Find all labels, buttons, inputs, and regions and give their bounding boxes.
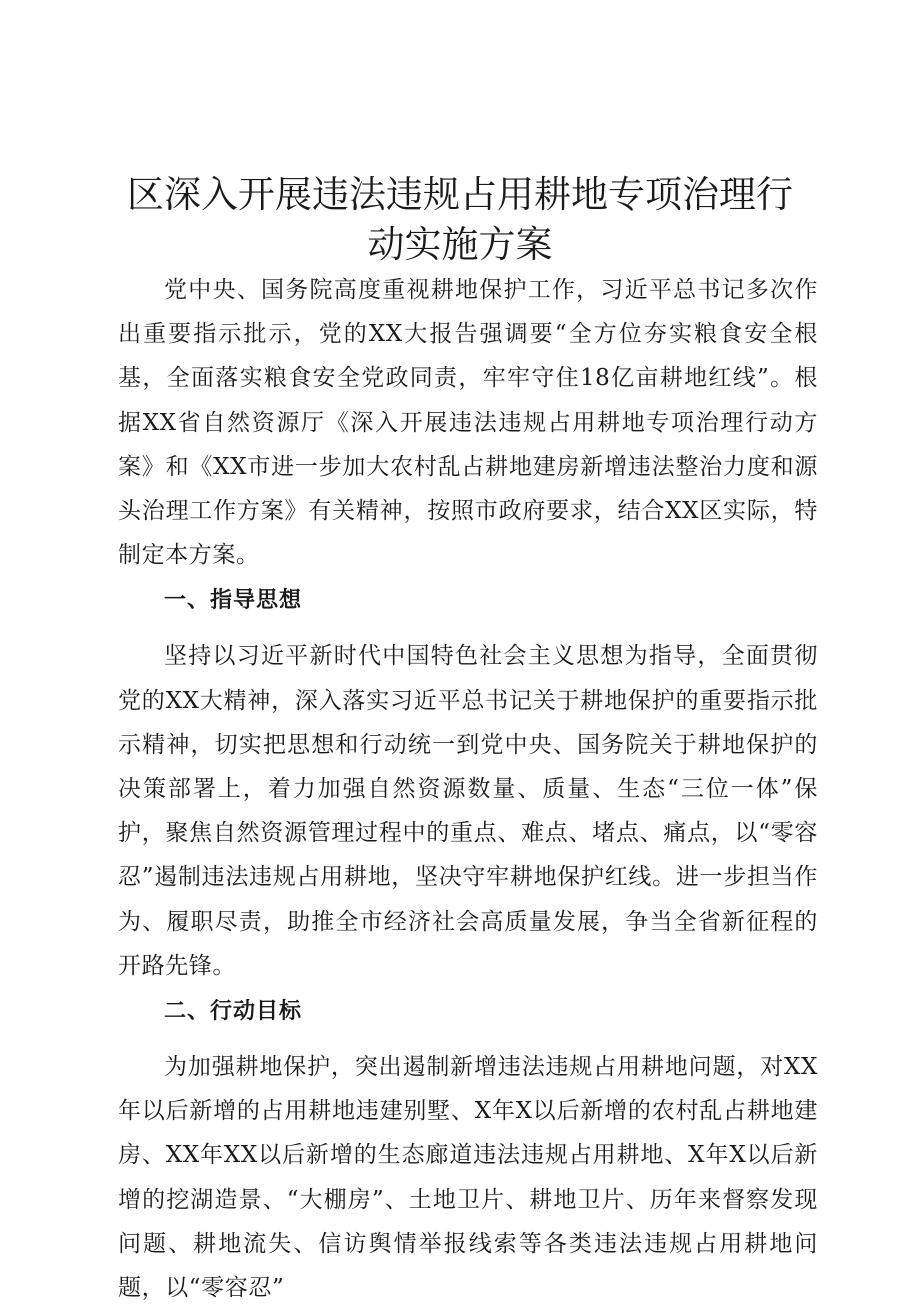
section-heading-action-goals: 二、行动目标 bbox=[164, 999, 303, 1025]
section-heading-guiding-ideology: 一、指导思想 bbox=[164, 588, 303, 614]
document-title: 区深入开展违法违规占用耕地专项治理行动实施方案 bbox=[127, 173, 793, 266]
document-body bbox=[118, 268, 818, 1310]
section-paragraph-action-goals: 为加强耕地保护，突出遏制新增违法违规占用耕地问题，对XX年以后新增的占用耕地违建别墅、X年X以后新增的农村乱占耕地建房、XX年XX以后新增的生态廊道违法违规占用耕地、X年X以后新增的挖湖造景、“大棚房”、土地卫片、耕地卫片、历年来督察发现问题、耕地流失、信访舆情举报线索等各类违法违规占用耕地问题，以“零容忍” bbox=[118, 1054, 818, 1302]
intro-paragraph: 党中央、国务院高度重视耕地保护工作，习近平总书记多次作出重要指示批示，党的XX大报告强调要“全方位夯实粮食安全根基，全面落实粮食安全党政同责，牢牢守住18亿亩耕地红线”。根据XX省自然资源厅《深入开展违法违规占用耕地专项治理行动方案》和《XX市进一步加大农村乱占耕地建房新增违法整治力度和源头治理工作方案》有关精神，按照市政府要求，结合XX区实际，特制定本方案。 bbox=[118, 277, 818, 569]
section-paragraph-guiding-ideology: 坚持以习近平新时代中国特色社会主义思想为指导，全面贯彻党的XX大精神，深入落实习近平总书记关于耕地保护的重要指示批示精神，切实把思想和行动统一到党中央、国务院关于耕地保护的决策部署上，着力加强自然资源数量、质量、生态“三位一体”保护，聚焦自然资源管理过程中的重点、难点、堵点、痛点，以“零容忍”遏制违法违规占用耕地，坚决守牢耕地保护红线。进一步担当作为、履职尽责，助推全市经济社会高质量发展，争当全省新征程的开路先锋。 bbox=[118, 643, 818, 979]
